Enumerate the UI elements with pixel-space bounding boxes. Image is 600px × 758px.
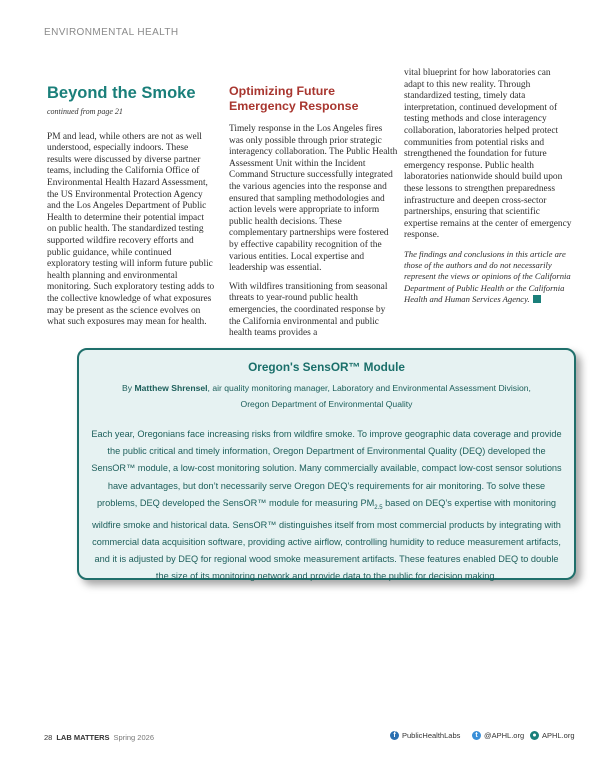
article1-title: Beyond the Smoke xyxy=(47,84,196,102)
disclaimer-text: The findings and conclusions in this article are those of the authors and do not necessarily represent the views or opinions of the California Department of Public Health or the California Health and Human Services Agency. xyxy=(404,248,571,304)
article2-paragraph-1: Timely response in the Los Angeles fires was only possible through prior strategic interagency collaboration. The Public Health Assessment Unit within the Incident Command Structure successfully integrated the various agencies into the response and ensured that sampling methodologies and action levels were appropriate to inform public health decisions. These complementary partnerships were fostered by effective capability recognition of the various entities. Local expertise and leadership was essential. xyxy=(229,124,398,274)
article2-title: Optimizing Future Emergency Response xyxy=(229,84,359,113)
sidebar-box xyxy=(77,348,576,580)
author-name: Matthew Shrensel xyxy=(134,383,208,393)
article2-column xyxy=(229,84,398,347)
sidebar-body-b: based on DEQ’s expertise with monitoring wildfire smoke and historical data. SensOR™ distinguishes itself from most commercial products by integrating with commercial data acquisition software, providing active airflow, controlling humidity to reduce measurement artifacts, and it is adjusted by DEQ for regional wood smoke measurement artifacts. These features enabled DEQ to double the size of its monitoring network and provide data to the public for decision making. xyxy=(92,497,561,582)
twitter-handle: @APHL.org xyxy=(484,731,525,740)
author-org: Oregon Department of Environmental Quality xyxy=(240,399,413,409)
website-link[interactable] xyxy=(530,731,575,740)
article2-column-continued xyxy=(404,68,572,312)
author-role: , air quality monitoring manager, Laboratory and Environmental Assessment Division, xyxy=(207,383,531,393)
globe-icon: ● xyxy=(530,731,539,740)
end-mark-icon xyxy=(533,295,541,303)
article2-paragraph-3: vital blueprint for how laboratories can adapt to this new reality. Through standardized testing, timely data interpretation, continued development of testing methods and close interagency collaboration, laboratories helped protect communities from potential risks and strengthened the foundation for future emergency response. Public health laboratories nationwide should build upon these lessons to strengthen preparedness infrastructure and deepen cross-sector partnerships, ensuring that scientific expertise remains at the center of emergency response. xyxy=(404,68,572,241)
twitter-link[interactable] xyxy=(472,731,524,740)
continued-note: continued from page 21 xyxy=(47,107,123,116)
footer xyxy=(44,733,154,742)
article1-body: PM and lead, while others are not as well understood, especially indoors. These results were discussed by diverse partner teams, including the California Office of Environmental Health Hazard Assessment, the US Environmental Protection Agency and the Los Angeles Department of Public Health to determine their potential impact on public health. The standardized testing supported wildfire recovery efforts and public guidance, while continued exploratory testing will inform future public health planning and environmental monitoring. Such exploratory testing adds to the collective knowledge of what exposures may be present as the science evolves on what such exposures may mean for health. xyxy=(47,131,215,328)
page-number: 28 xyxy=(44,733,53,742)
article2-paragraph-2: With wildfires transitioning from seasonal threats to year-round public health emergencies, the coordinated response by the California environmental and public health teams provides a xyxy=(229,281,388,339)
article1-column xyxy=(47,84,215,336)
byline-by: By xyxy=(122,383,133,393)
magazine-name: LAB MATTERS xyxy=(56,733,110,742)
pm-subscript: 2.5 xyxy=(374,504,383,511)
disclaimer xyxy=(404,249,572,305)
facebook-link[interactable] xyxy=(390,731,460,740)
section-label: ENVIRONMENTAL HEALTH xyxy=(44,27,179,38)
sidebar-body-a: Each year, Oregonians face increasing risks from wildfire smoke. To improve geographic data coverage and provide the public critical and timely information, Oregon Department of Environmental Quality (DEQ) developed the SensOR™ module, a low-cost monitoring solution. Many commercially available, compact low-cost sensor solutions have advantages, but don’t necessarily serve Oregon DEQ’s requirements for air monitoring. To solve these problems, DEQ developed the SensOR™ module for measuring PM xyxy=(91,429,562,508)
sidebar-byline xyxy=(79,380,574,396)
sidebar-title: Oregon's SensOR™ Module xyxy=(248,360,405,374)
website-url: APHL.org xyxy=(542,731,575,740)
twitter-icon: t xyxy=(472,731,481,740)
facebook-handle: PublicHealthLabs xyxy=(402,731,461,740)
issue-date: Spring 2026 xyxy=(113,733,154,742)
sidebar-body xyxy=(89,426,564,586)
facebook-icon: f xyxy=(390,731,399,740)
